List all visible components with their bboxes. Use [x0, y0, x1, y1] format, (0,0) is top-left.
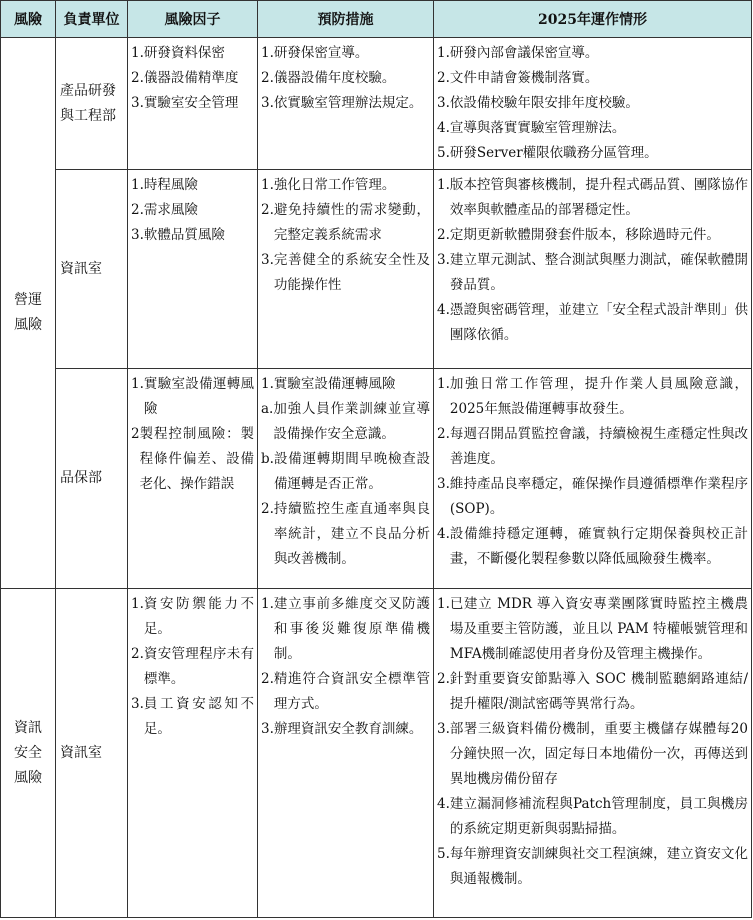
- item-text: 避免持續性的需求變動，完整定義系統需求: [273, 202, 430, 243]
- list-item: [131, 372, 254, 422]
- item-text: 每年辦理資安訓練與社交工程演練，建立資安文化與通報機制。: [449, 846, 748, 887]
- list-item: [131, 223, 254, 248]
- item-text: 儀器設備精準度: [143, 70, 239, 86]
- list-item: [131, 692, 254, 742]
- item-text: 研發Server權限依職務分區管理。: [449, 145, 658, 161]
- item-text: 版本控管與審核機制，提升程式碼品質、團隊協作效率與軟體產品的部署穩定性。: [449, 177, 748, 218]
- list-item: [437, 298, 748, 348]
- operation-status-cell: [434, 589, 752, 918]
- item-number: 1.: [131, 45, 144, 61]
- responsible-unit-label: 產品研發與工程部: [60, 82, 116, 124]
- item-number: 2.: [437, 426, 450, 442]
- item-number: 2.: [131, 202, 144, 218]
- item-text: 依實驗室管理辦法規定。: [273, 95, 423, 111]
- list-item: [131, 592, 254, 642]
- table-row: [1, 369, 752, 589]
- item-number: 1.: [261, 596, 274, 612]
- item-text: 精進符合資訊安全標準管理方式。: [273, 671, 430, 712]
- prevention-measures-cell: [258, 369, 434, 589]
- list-item: [261, 173, 430, 198]
- risk-factors-list: [131, 41, 254, 116]
- prevention-measures-list: [261, 41, 430, 116]
- responsible-unit-cell: [56, 589, 128, 918]
- item-number: 4.: [437, 120, 450, 136]
- item-number: 2.: [131, 70, 144, 86]
- prevention-measures-list: [261, 173, 430, 298]
- item-text: 辦理資訊安全教育訓練。: [273, 721, 423, 737]
- item-text: 文件申請會簽機制落實。: [449, 70, 599, 86]
- item-text: 依設備校驗年限安排年度校驗。: [449, 95, 639, 111]
- item-number: 2.: [261, 671, 274, 687]
- item-number: 1.: [437, 45, 450, 61]
- list-item: [261, 592, 430, 667]
- item-number: 3.: [261, 721, 274, 737]
- prevention-measures-cell: [258, 589, 434, 918]
- item-text: 建立單元測試、整合測試與壓力測試，確保軟體開發品質。: [449, 252, 748, 293]
- item-number: 3.: [131, 95, 144, 111]
- table-row: [1, 170, 752, 369]
- item-number: 1.: [261, 177, 274, 193]
- item-number: 3.: [437, 721, 450, 737]
- item-number: 3.: [131, 696, 144, 712]
- item-text: 製程控制風險：製程條件偏差、設備老化、操作錯誤: [139, 426, 254, 492]
- list-item: [437, 91, 748, 116]
- list-item: [261, 397, 430, 447]
- item-text: 針對重要資安節點導入 SOC 機制監聽網路連結/提升權限/測試密碼等異常行為。: [449, 671, 748, 712]
- list-item: [261, 66, 430, 91]
- item-number: 3.: [261, 95, 274, 111]
- list-item: [437, 41, 748, 66]
- item-number: 3.: [437, 252, 450, 268]
- list-item: [437, 472, 748, 522]
- header-row: [1, 1, 752, 38]
- operation-status-list: [437, 173, 748, 348]
- list-item: [437, 372, 748, 422]
- item-number: b.: [261, 451, 274, 467]
- item-text: 維持產品良率穩定，確保操作員遵循標準作業程序(SOP)。: [449, 476, 748, 517]
- prevention-measures-list: [261, 372, 430, 572]
- list-item: [261, 372, 430, 397]
- prevention-measures-cell: [258, 170, 434, 369]
- table-body: [1, 38, 752, 918]
- item-text: 資安防禦能力不足。: [143, 596, 254, 637]
- header-measures: 預防措施: [258, 1, 434, 38]
- item-text: 每週召開品質監控會議，持續檢視生產穩定性與改善進度。: [449, 426, 748, 467]
- list-item: [437, 66, 748, 91]
- operation-status-list: [437, 372, 748, 572]
- risk-category-cell: [1, 38, 56, 589]
- item-text: 部署三級資料備份機制，重要主機儲存媒體每20分鐘快照一次，固定每日本地備份一次，再傳送到異地機房備份留存: [449, 721, 748, 787]
- item-text: 憑證與密碼管理，並建立「安全程式設計準則」供團隊依循。: [449, 302, 748, 343]
- item-text: 研發資料保密: [143, 45, 225, 61]
- risk-factors-list: [131, 592, 254, 742]
- item-number: 2.: [261, 202, 274, 218]
- risk-factors-cell: [128, 38, 258, 170]
- item-number: 1.: [437, 376, 450, 392]
- item-text: 儀器設備年度校驗。: [273, 70, 396, 86]
- list-item: [437, 173, 748, 223]
- item-number: 5.: [437, 145, 450, 161]
- operation-status-cell: [434, 369, 752, 589]
- responsible-unit-cell: [56, 170, 128, 369]
- prevention-measures-list: [261, 592, 430, 742]
- item-text: 建立漏洞修補流程與Patch管理制度，員工與機房的系統定期更新與弱點掃描。: [449, 796, 748, 837]
- risk-category-label: 資訊 安全 風險: [14, 719, 42, 786]
- item-number: 1.: [261, 376, 274, 392]
- operation-status-list: [437, 592, 748, 892]
- responsible-unit-label: 資訊室: [60, 260, 102, 277]
- risk-factors-cell: [128, 589, 258, 918]
- prevention-measures-cell: [258, 38, 434, 170]
- item-text: 設備運轉期間早晚檢查設備運轉是否正常。: [273, 451, 430, 492]
- item-number: 4.: [437, 302, 450, 318]
- header-risk: 風險: [1, 1, 56, 38]
- operation-status-list: [437, 41, 748, 166]
- header-unit: 負責單位: [56, 1, 128, 38]
- item-text: 已建立 MDR 導入資安專業團隊實時監控主機農場及重要主管防護，並且以 PAM 特權帳號管理和MFA機制確認使用者身份及管理主機操作。: [449, 596, 748, 662]
- list-item: [261, 447, 430, 497]
- item-number: 1.: [437, 177, 450, 193]
- item-number: 1.: [131, 177, 144, 193]
- responsible-unit-cell: [56, 369, 128, 589]
- list-item: [131, 91, 254, 116]
- list-item: [437, 842, 748, 892]
- item-number: 2.: [437, 671, 450, 687]
- item-text: 實驗室安全管理: [143, 95, 239, 111]
- list-item: [131, 422, 254, 497]
- item-text: 定期更新軟體開發套件版本，移除過時元件。: [449, 227, 720, 243]
- list-item: [437, 717, 748, 792]
- item-number: 3.: [261, 252, 274, 268]
- item-text: 設備維持穩定運轉，確實執行定期保養與校正計畫，不斷優化製程參數以降低風險發生機率。: [449, 526, 748, 567]
- item-text: 研發保密宣導。: [273, 45, 369, 61]
- responsible-unit-cell: [56, 38, 128, 170]
- list-item: [261, 198, 430, 248]
- risk-category-label: 營運 風險: [14, 292, 42, 333]
- header-factors: 風險因子: [128, 1, 258, 38]
- item-number: 1.: [131, 376, 144, 392]
- list-item: [131, 198, 254, 223]
- item-number: 2.: [437, 70, 450, 86]
- item-number: 1.: [131, 596, 144, 612]
- operation-status-cell: [434, 170, 752, 369]
- item-number: 4.: [437, 796, 450, 812]
- item-text: 建立事前多維度交叉防護和事後災難復原準備機制。: [273, 596, 430, 662]
- item-number: 2.: [131, 646, 144, 662]
- list-item: [261, 717, 430, 742]
- list-item: [261, 497, 430, 572]
- item-text: 時程風險: [143, 177, 198, 193]
- item-text: 完善健全的系統安全性及功能操作性: [273, 252, 430, 293]
- table-row: [1, 589, 752, 918]
- responsible-unit-label: 品保部: [60, 470, 102, 486]
- item-number: 2.: [261, 501, 274, 517]
- item-number: 3.: [131, 227, 144, 243]
- item-number: 2.: [261, 70, 274, 86]
- list-item: [261, 91, 430, 116]
- risk-factors-cell: [128, 369, 258, 589]
- list-item: [437, 422, 748, 472]
- item-number: 2: [131, 426, 140, 442]
- item-text: 研發內部會議保密宣導。: [449, 45, 599, 61]
- operation-status-cell: [434, 38, 752, 170]
- item-number: a.: [261, 401, 274, 417]
- item-number: 1.: [261, 45, 274, 61]
- risk-factors-cell: [128, 170, 258, 369]
- item-text: 強化日常工作管理。: [273, 177, 396, 193]
- risk-factors-list: [131, 372, 254, 497]
- responsible-unit-label: 資訊室: [60, 744, 102, 761]
- item-text: 加強人員作業訓練並宣導設備操作安全意識。: [273, 401, 430, 442]
- risk-category-cell: [1, 589, 56, 918]
- list-item: [437, 116, 748, 141]
- item-text: 軟體品質風險: [143, 227, 225, 243]
- list-item: [437, 792, 748, 842]
- item-text: 持續監控生產直通率與良率統計，建立不良品分析與改善機制。: [273, 501, 430, 567]
- item-text: 宣導與落實實驗室管理辦法。: [449, 120, 626, 136]
- risk-factors-list: [131, 173, 254, 248]
- list-item: [437, 141, 748, 166]
- list-item: [131, 41, 254, 66]
- list-item: [437, 248, 748, 298]
- item-number: 1.: [437, 596, 450, 612]
- item-text: 加強日常工作管理，提升作業人員風險意識，2025年無設備運轉事故發生。: [449, 376, 748, 417]
- list-item: [261, 667, 430, 717]
- list-item: [131, 173, 254, 198]
- list-item: [437, 592, 748, 667]
- item-text: 實驗室設備運轉風險: [273, 376, 396, 392]
- item-number: 2.: [437, 227, 450, 243]
- item-text: 需求風險: [143, 202, 198, 218]
- list-item: [437, 522, 748, 572]
- list-item: [437, 667, 748, 717]
- list-item: [131, 642, 254, 692]
- table-row: [1, 38, 752, 170]
- item-text: 資安管理程序未有標準。: [143, 646, 254, 687]
- header-status: 2025年運作情形: [434, 1, 752, 38]
- item-number: 5.: [437, 846, 450, 862]
- item-text: 員工資安認知不足。: [143, 696, 254, 737]
- item-number: 4.: [437, 526, 450, 542]
- item-number: 3.: [437, 476, 450, 492]
- list-item: [131, 66, 254, 91]
- item-text: 實驗室設備運轉風險: [143, 376, 254, 417]
- list-item: [261, 248, 430, 298]
- list-item: [437, 223, 748, 248]
- list-item: [261, 41, 430, 66]
- item-number: 3.: [437, 95, 450, 111]
